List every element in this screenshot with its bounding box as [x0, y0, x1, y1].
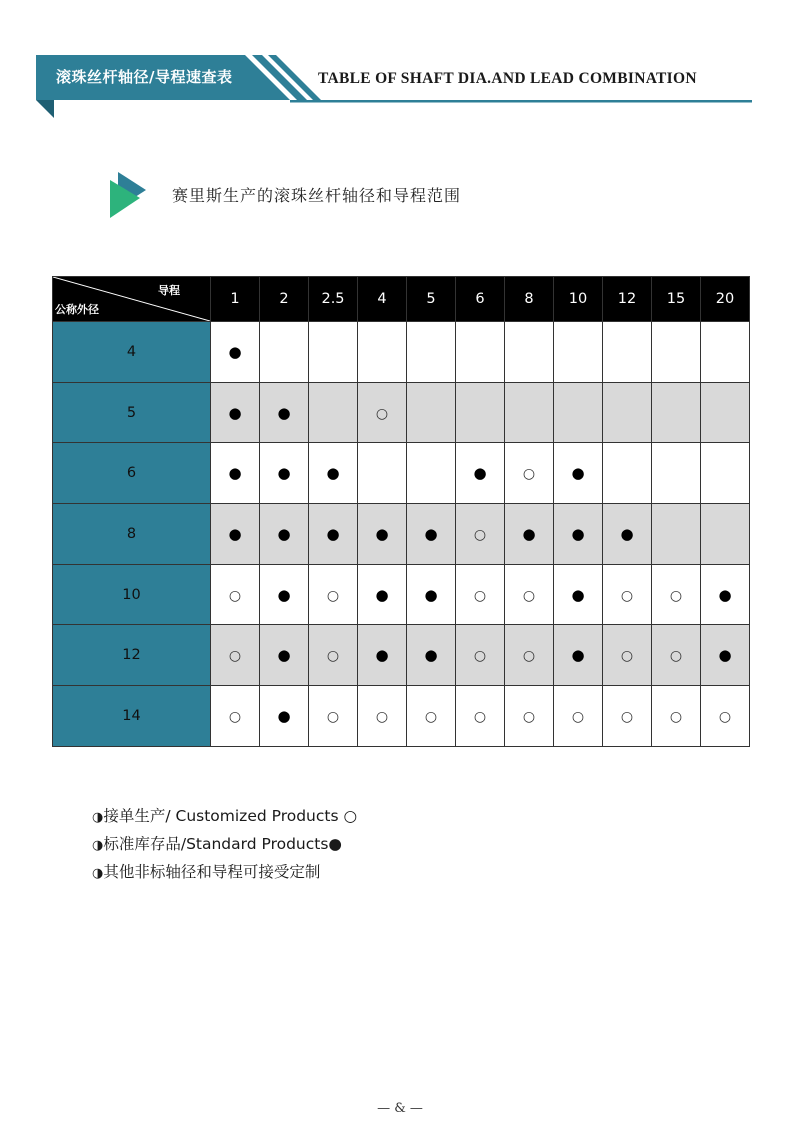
combination-cell — [309, 686, 358, 747]
lead-header: 4 — [358, 277, 407, 322]
customized-circle-icon: ○ — [228, 648, 242, 665]
lead-header: 2 — [260, 277, 309, 322]
table-header-row — [53, 277, 750, 322]
combination-cell — [309, 382, 358, 443]
customized-circle-icon: ○ — [473, 648, 487, 665]
customized-circle-icon: ○ — [228, 708, 242, 725]
lead-header: 1 — [211, 277, 260, 322]
combination-cell — [407, 504, 456, 565]
page-number: — & — — [377, 1101, 423, 1116]
lead-header: 10 — [554, 277, 603, 322]
table-row — [53, 504, 750, 565]
combination-cell — [603, 564, 652, 625]
standard-dot-icon: ● — [326, 464, 340, 483]
lead-header: 2.5 — [309, 277, 358, 322]
combination-cell — [211, 443, 260, 504]
standard-dot-icon: ● — [571, 464, 585, 483]
combination-cell — [260, 382, 309, 443]
combination-cell — [260, 443, 309, 504]
standard-dot-icon: ● — [718, 585, 732, 604]
standard-dot-icon: ● — [571, 524, 585, 543]
combination-cell — [554, 625, 603, 686]
diameter-cell: 8 — [53, 504, 211, 565]
combination-cell — [358, 322, 407, 383]
table-row — [53, 564, 750, 625]
combination-cell — [701, 382, 750, 443]
combination-cell — [652, 322, 701, 383]
shaft-lead-table — [52, 276, 750, 747]
standard-dot-icon: ● — [228, 342, 242, 361]
standard-dot-icon: ● — [424, 646, 438, 665]
standard-dot-icon: ● — [228, 403, 242, 422]
combination-cell — [505, 564, 554, 625]
standard-dot-icon: ● — [277, 403, 291, 422]
combination-cell — [505, 322, 554, 383]
combination-cell — [260, 686, 309, 747]
lead-header: 20 — [701, 277, 750, 322]
customized-circle-icon: ○ — [669, 648, 683, 665]
standard-dot-icon: ● — [718, 646, 732, 665]
customized-circle-icon: ○ — [326, 648, 340, 665]
customized-circle-icon: ○ — [326, 708, 340, 725]
header-title-cn: 滚珠丝杆轴径/导程速查表 — [56, 68, 233, 86]
table-row — [53, 443, 750, 504]
combination-cell — [211, 625, 260, 686]
standard-dot-icon: ● — [473, 464, 487, 483]
customized-circle-icon: ○ — [228, 587, 242, 604]
standard-dot-icon: ● — [228, 464, 242, 483]
combination-cell — [505, 686, 554, 747]
customized-circle-icon: ○ — [424, 708, 438, 725]
legend — [92, 806, 357, 890]
legend-item-standard — [92, 834, 357, 862]
customized-circle-icon: ○ — [375, 405, 389, 422]
combination-cell — [652, 504, 701, 565]
combination-cell — [358, 564, 407, 625]
customized-circle-icon: ○ — [522, 587, 536, 604]
combination-cell — [407, 564, 456, 625]
combination-cell — [211, 686, 260, 747]
combination-cell — [456, 443, 505, 504]
standard-dot-icon: ● — [620, 524, 634, 543]
customized-circle-icon: ○ — [473, 526, 487, 543]
banner-graphic — [0, 0, 800, 130]
combination-cell — [603, 443, 652, 504]
half-circle-icon: ◑ — [92, 838, 104, 853]
combination-cell — [260, 625, 309, 686]
customized-circle-icon: ○ — [375, 708, 389, 725]
combination-cell — [456, 625, 505, 686]
customized-circle-icon: ○ — [718, 708, 732, 725]
standard-dot-icon: ● — [522, 524, 536, 543]
table-row — [53, 322, 750, 383]
customized-circle-icon: ○ — [522, 466, 536, 483]
combination-cell — [456, 382, 505, 443]
customized-circle-icon: ○ — [522, 708, 536, 725]
standard-dot-icon: ● — [571, 585, 585, 604]
customized-circle-icon: ○ — [522, 648, 536, 665]
diameter-cell: 5 — [53, 382, 211, 443]
section-title: 赛里斯生产的滚珠丝杆轴径和导程范围 — [172, 186, 462, 205]
combination-cell — [260, 564, 309, 625]
combination-cell — [505, 504, 554, 565]
combination-cell — [701, 443, 750, 504]
combination-cell — [358, 504, 407, 565]
header-banner — [0, 0, 800, 130]
combination-cell — [456, 686, 505, 747]
table-corner-cell — [53, 277, 211, 322]
combination-cell — [554, 322, 603, 383]
half-circle-icon: ◑ — [92, 810, 104, 825]
customized-circle-icon: ○ — [571, 708, 585, 725]
legend-item-custom-note — [92, 862, 357, 890]
corner-lead-label: 导程 — [158, 284, 180, 297]
combination-cell — [701, 686, 750, 747]
standard-dot-icon: ● — [277, 464, 291, 483]
combination-cell — [701, 504, 750, 565]
standard-dot-icon: ● — [326, 524, 340, 543]
standard-dot-icon: ● — [571, 646, 585, 665]
combination-cell — [701, 564, 750, 625]
table-body — [53, 322, 750, 747]
lead-header: 8 — [505, 277, 554, 322]
customized-circle-icon: ○ — [620, 648, 634, 665]
header-title-en: TABLE OF SHAFT DIA.AND LEAD COMBINATION — [318, 70, 697, 87]
combination-cell — [358, 686, 407, 747]
standard-dot-icon: ● — [277, 585, 291, 604]
combination-cell — [211, 382, 260, 443]
table-row — [53, 686, 750, 747]
combination-cell — [211, 564, 260, 625]
combination-cell — [211, 322, 260, 383]
combination-cell — [701, 625, 750, 686]
combination-cell — [603, 625, 652, 686]
standard-dot-icon: ● — [277, 706, 291, 725]
lead-header: 6 — [456, 277, 505, 322]
customized-circle-icon: ○ — [620, 587, 634, 604]
combination-cell — [407, 625, 456, 686]
combination-cell — [603, 504, 652, 565]
play-arrow-icon — [108, 170, 148, 220]
customized-circle-icon: ○ — [620, 708, 634, 725]
combination-cell — [260, 322, 309, 383]
standard-dot-icon: ● — [424, 524, 438, 543]
combination-cell — [505, 382, 554, 443]
combination-cell — [456, 504, 505, 565]
diameter-cell: 10 — [53, 564, 211, 625]
combination-cell — [603, 382, 652, 443]
combination-cell — [407, 443, 456, 504]
combination-cell — [505, 625, 554, 686]
combination-cell — [309, 504, 358, 565]
combination-cell — [652, 382, 701, 443]
standard-dot-icon: ● — [277, 524, 291, 543]
combination-cell — [652, 686, 701, 747]
customized-circle-icon: ○ — [473, 587, 487, 604]
combination-cell — [456, 322, 505, 383]
customized-circle-icon: ○ — [669, 587, 683, 604]
table-row — [53, 625, 750, 686]
customized-circle-icon: ○ — [473, 708, 487, 725]
standard-dot-icon: ● — [424, 585, 438, 604]
customized-circle-icon: ○ — [669, 708, 683, 725]
combination-cell — [505, 443, 554, 504]
combination-cell — [603, 322, 652, 383]
standard-dot-icon: ● — [375, 524, 389, 543]
lead-header: 12 — [603, 277, 652, 322]
combination-cell — [309, 564, 358, 625]
combination-cell — [554, 686, 603, 747]
combination-cell — [456, 564, 505, 625]
diameter-cell: 6 — [53, 443, 211, 504]
combination-cell — [407, 322, 456, 383]
table-row — [53, 382, 750, 443]
combination-cell — [652, 564, 701, 625]
combination-cell — [309, 443, 358, 504]
combination-cell — [407, 686, 456, 747]
lead-header: 15 — [652, 277, 701, 322]
legend-item-label: 接单生产/ Customized Products ○ — [103, 807, 357, 825]
combination-cell — [652, 443, 701, 504]
diameter-cell: 12 — [53, 625, 211, 686]
combination-cell — [603, 686, 652, 747]
combination-cell — [554, 564, 603, 625]
diameter-cell: 14 — [53, 686, 211, 747]
half-circle-icon: ◑ — [92, 866, 104, 881]
standard-dot-icon: ● — [277, 646, 291, 665]
combination-cell — [554, 382, 603, 443]
combination-cell — [358, 625, 407, 686]
combination-cell — [701, 322, 750, 383]
combination-cell — [652, 625, 701, 686]
legend-item-label: 其他非标轴径和导程可接受定制 — [103, 863, 321, 881]
combination-cell — [358, 382, 407, 443]
combination-cell — [309, 322, 358, 383]
combination-cell — [358, 443, 407, 504]
customized-circle-icon: ○ — [326, 587, 340, 604]
combination-cell — [407, 382, 456, 443]
legend-item-label: 标准库存品/Standard Products● — [103, 835, 342, 853]
combination-cell — [554, 504, 603, 565]
standard-dot-icon: ● — [228, 524, 242, 543]
corner-diameter-label: 公称外径 — [55, 303, 99, 316]
combination-cell — [309, 625, 358, 686]
legend-item-customized — [92, 806, 357, 834]
combination-cell — [554, 443, 603, 504]
combination-cell — [211, 504, 260, 565]
standard-dot-icon: ● — [375, 585, 389, 604]
diameter-cell: 4 — [53, 322, 211, 383]
combination-cell — [260, 504, 309, 565]
lead-header: 5 — [407, 277, 456, 322]
standard-dot-icon: ● — [375, 646, 389, 665]
